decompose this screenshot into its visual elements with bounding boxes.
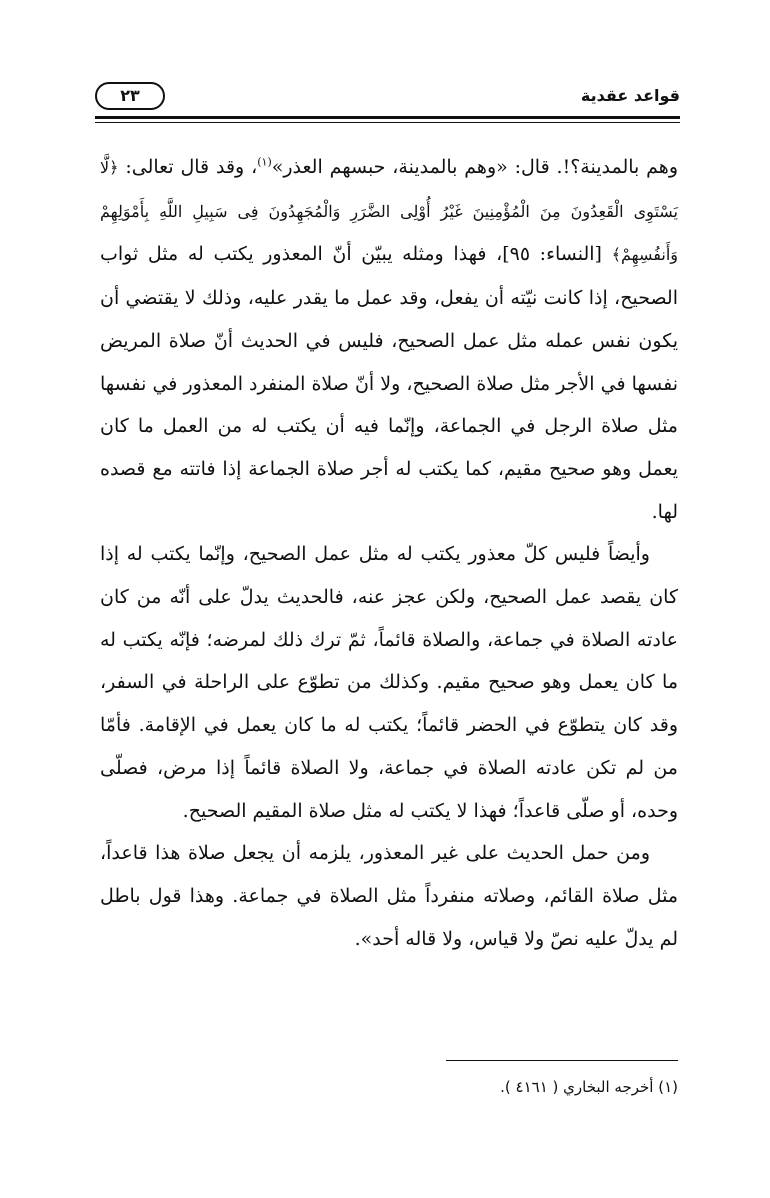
header-rule-thin [95,122,680,123]
main-text [100,146,678,960]
footnote: (١) أخرجه البخاري ( ٤١٦١ ). [500,1078,678,1096]
page-header [95,82,680,116]
paragraph-3: ومن حمل الحديث على غير المعذور، يلزمه أن يجعل صلاة هذا قاعداً، مثل صلاة القائم، وصلاته منفرداً مثل الصلاة في جماعة. وهذا قول باطل لم يدلّ عليه نصّ ولا قياس، ولا قاله أحد». [100,842,678,950]
header-rule-thick [95,116,680,119]
paragraph-2: وأيضاً فليس كلّ معذور يكتب له مثل عمل الصحيح، وإنّما يكتب له إذا كان يقصد عمل الصحيح، ولكن عجز عنه، فالحديث يدلّ على أنّه من كان عادته الصلاة في جماعة، والصلاة قائماً، ثمّ ترك ذلك لمرضه؛ فإنّه يكتب له ما كان يعمل وهو صحيح مقيم. وكذلك من تطوّع على الراحلة في السفر، وقد كان يتطوّع في الحضر قائماً؛ يكتب له ما كان يعمل في الإقامة. فأمّا من لم تكن عادته الصلاة في جماعة، ولا الصلاة قائماً إذا مرض، فصلّى وحده، أو صلّى قاعداً؛ فهذا لا يكتب له مثل صلاة المقيم الصحيح. [100,543,678,822]
running-title: قواعد عقدية [580,86,680,105]
paragraph-1 [100,146,678,533]
p1-text-c: [النساء: ٩٥]، فهذا ومثله يبيّن أنّ المعذور يكتب له مثل ثواب الصحيح، إذا كانت نيّته أن يفعل، وقد عمل ما يقدر عليه، وذلك لا يقتضي أن يكون نفس عمله مثل عمل الصحيح، فليس في الحديث أنّ صلاة المريض نفسها في الأجر مثل صلاة الصحيح، ولا أنّ صلاة المنفرد المعذور في نفسها مثل صلاة الرجل في الجماعة، وإنّما فيه أن يكتب له من العمل ما كان يعمل وهو صحيح مقيم، كما يكتب له أجر صلاة الجماعة إذا فاتته مع قصده لها. [100,243,678,523]
footnote-ref: (١) [257,155,272,169]
p1-text-b: ، وقد قال تعالى: [118,156,258,178]
p1-text-a: وهم بالمدينة؟!. قال: «وهم بالمدينة، حبسهم العذر» [271,156,679,178]
page-number: ٢٣ [95,82,165,110]
quran-verse: ﴿لَّا يَسْتَوِى الْقَعِدُونَ مِنَ الْمُؤْمِنِينَ غَيْرُ أُوْلِى الضَّرَرِ وَالْمُجَهِدُونَ فِى سَبِيلِ اللَّهِ بِأَمْوَلِهِمْ وَأَنفُسِهِمْ﴾ [100,158,678,265]
footnote-separator [446,1060,678,1061]
